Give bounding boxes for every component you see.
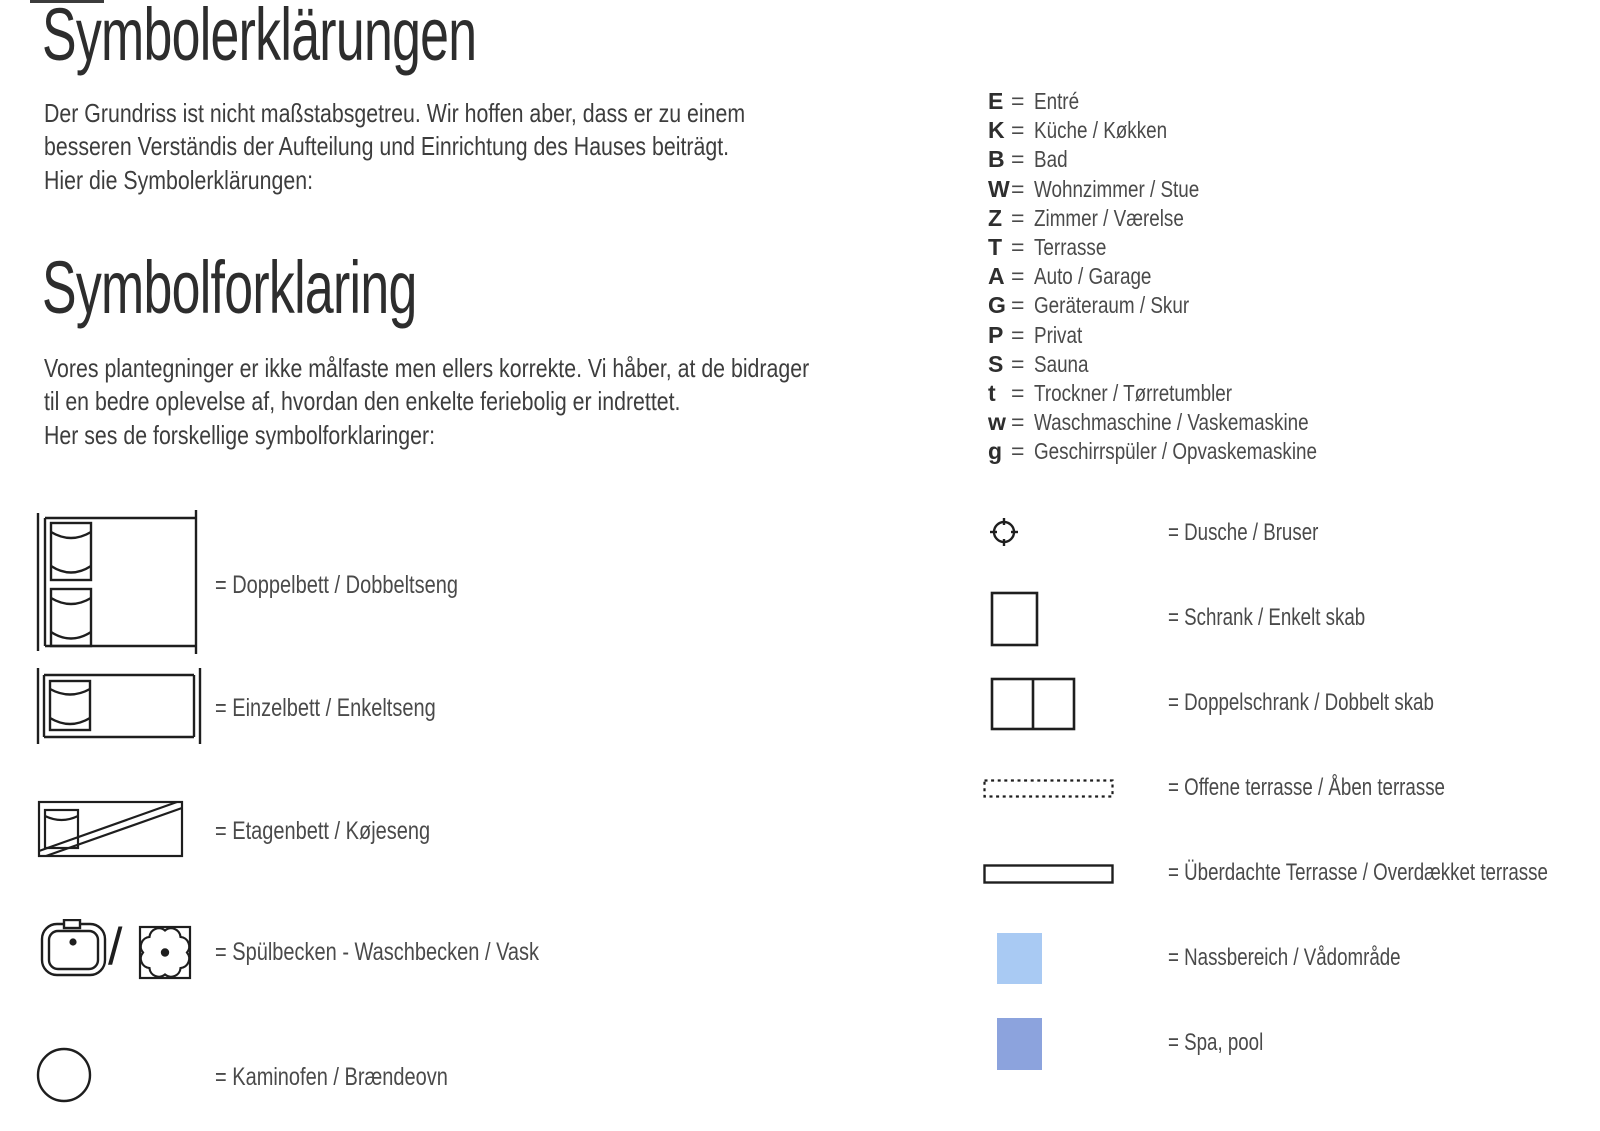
abbr-equals: = bbox=[1011, 292, 1025, 319]
abbr-label: Zimmer / Værelse bbox=[1034, 204, 1184, 231]
abbreviation-row bbox=[988, 262, 1408, 291]
abbr-equals: = bbox=[1011, 88, 1025, 114]
abbreviation-row bbox=[988, 350, 1408, 379]
abbr-label: Waschmaschine / Vaskemaskine bbox=[1034, 409, 1309, 436]
single-wardrobe-icon bbox=[990, 591, 1040, 647]
covered-terrace-icon bbox=[983, 864, 1114, 884]
legend-label-spa-pool: = Spa, pool bbox=[1168, 1029, 1264, 1056]
abbr-equals: = bbox=[1011, 146, 1025, 173]
abbr-label: Bad bbox=[1034, 146, 1068, 173]
abbr-label: Geschirrspüler / Opvaskemaskine bbox=[1034, 438, 1318, 465]
legend-label-shower: = Dusche / Bruser bbox=[1168, 519, 1319, 546]
double-bed-icon bbox=[34, 510, 204, 654]
abbr-equals: = bbox=[1011, 117, 1025, 144]
abbreviation-row bbox=[988, 437, 1408, 466]
spa-pool-swatch bbox=[997, 1018, 1042, 1070]
intro-de-line-1: Der Grundriss ist nicht maßstabsgetreu. Wir hoffen aber, dass er zu einem bbox=[44, 98, 746, 128]
abbr-equals: = bbox=[1011, 321, 1025, 348]
page-title-danish: Symbolforklaring bbox=[42, 246, 417, 329]
double-wardrobe-icon bbox=[990, 677, 1078, 731]
abbr-equals: = bbox=[1011, 233, 1025, 260]
abbreviation-row bbox=[988, 233, 1408, 262]
abbreviation-row bbox=[988, 116, 1408, 145]
abbreviation-row bbox=[988, 204, 1408, 233]
legend-label-bunk-bed: = Etagenbett / Køjeseng bbox=[215, 817, 431, 845]
legend-label-single-bed: = Einzelbett / Enkeltseng bbox=[215, 694, 436, 722]
open-terrace-icon bbox=[983, 779, 1114, 798]
abbr-equals: = bbox=[1011, 350, 1025, 377]
legend-label-double-wardrobe: = Doppelschrank / Dobbelt skab bbox=[1168, 689, 1434, 716]
intro-text-german bbox=[44, 97, 745, 197]
abbr-label: Entré bbox=[1034, 88, 1080, 114]
abbr-letter: K bbox=[988, 117, 1005, 144]
single-bed-icon bbox=[34, 668, 204, 744]
abbreviation-row bbox=[988, 379, 1408, 408]
intro-da-line-2: til en bedre oplevelse af, hvordan den enkelte feriebolig er indrettet. bbox=[44, 386, 681, 417]
bunk-bed-icon bbox=[37, 800, 185, 858]
abbr-letter: T bbox=[988, 233, 1003, 260]
abbr-letter: B bbox=[988, 146, 1005, 173]
legend-label-covered-terrace: = Überdachte Terrasse / Overdækket terrasse bbox=[1168, 859, 1548, 886]
abbr-letter: E bbox=[988, 88, 1004, 114]
abbr-label: Terrasse bbox=[1034, 233, 1107, 260]
abbr-letter: P bbox=[988, 321, 1004, 348]
abbr-label: Küche / Køkken bbox=[1034, 117, 1168, 144]
abbr-letter: g bbox=[988, 438, 1003, 465]
legend-label-sink: = Spülbecken - Waschbecken / Vask bbox=[215, 938, 540, 966]
abbr-letter: W bbox=[988, 175, 1010, 202]
intro-da-line-3: Her ses de forskellige symbolforklaringer: bbox=[44, 419, 436, 450]
round-basin-icon bbox=[138, 924, 192, 980]
abbr-label: Geräteraum / Skur bbox=[1034, 292, 1190, 319]
abbr-label: Privat bbox=[1034, 321, 1083, 348]
abbr-letter: t bbox=[988, 379, 996, 406]
abbreviation-row bbox=[988, 87, 1408, 116]
abbreviation-row bbox=[988, 408, 1408, 437]
sink-separator-slash: / bbox=[108, 918, 123, 976]
abbr-label: Trockner / Tørretumbler bbox=[1034, 379, 1233, 406]
wet-area-swatch bbox=[997, 933, 1042, 984]
page-title-german: Symbolerklärungen bbox=[42, 0, 477, 76]
intro-de-line-3: Hier die Symbolerklärungen: bbox=[44, 164, 313, 195]
intro-de-line-2: besseren Verständis der Aufteilung und Einrichtung des Hauses beiträgt. bbox=[44, 131, 730, 162]
abbr-equals: = bbox=[1011, 263, 1025, 290]
abbreviation-row bbox=[988, 175, 1408, 204]
abbr-equals: = bbox=[1011, 379, 1025, 406]
abbreviation-row bbox=[988, 145, 1408, 174]
abbr-label: Auto / Garage bbox=[1034, 263, 1152, 290]
legend-label-wood-stove: = Kaminofen / Brændeovn bbox=[215, 1063, 448, 1091]
abbr-letter: Z bbox=[988, 204, 1003, 231]
abbreviation-row bbox=[988, 291, 1408, 320]
abbr-label: Wohnzimmer / Stue bbox=[1034, 175, 1200, 202]
abbreviation-list bbox=[988, 87, 1408, 466]
abbr-label: Sauna bbox=[1034, 350, 1089, 377]
legend-label-single-wardrobe: = Schrank / Enkelt skab bbox=[1168, 604, 1366, 631]
abbr-letter: G bbox=[988, 292, 1006, 319]
abbr-equals: = bbox=[1011, 409, 1025, 436]
legend-label-double-bed: = Doppelbett / Dobbeltseng bbox=[215, 571, 458, 599]
legend-label-wet-area: = Nassbereich / Vådområde bbox=[1168, 944, 1401, 971]
abbr-letter: A bbox=[988, 263, 1005, 290]
intro-text-danish bbox=[44, 352, 809, 452]
legend-label-open-terrace: = Offene terrasse / Åben terrasse bbox=[1168, 774, 1445, 801]
abbreviation-row bbox=[988, 321, 1408, 350]
intro-da-line-1: Vores plantegninger er ikke målfaste men ellers korrekte. Vi håber, at de bidrager bbox=[44, 353, 810, 383]
abbr-equals: = bbox=[1011, 175, 1025, 202]
abbr-letter: w bbox=[988, 409, 1006, 436]
wood-stove-icon bbox=[36, 1045, 94, 1105]
abbr-equals: = bbox=[1011, 204, 1025, 231]
abbr-equals: = bbox=[1011, 438, 1025, 465]
sink-icon bbox=[40, 919, 108, 979]
abbr-letter: S bbox=[988, 350, 1004, 377]
shower-icon bbox=[989, 517, 1019, 547]
